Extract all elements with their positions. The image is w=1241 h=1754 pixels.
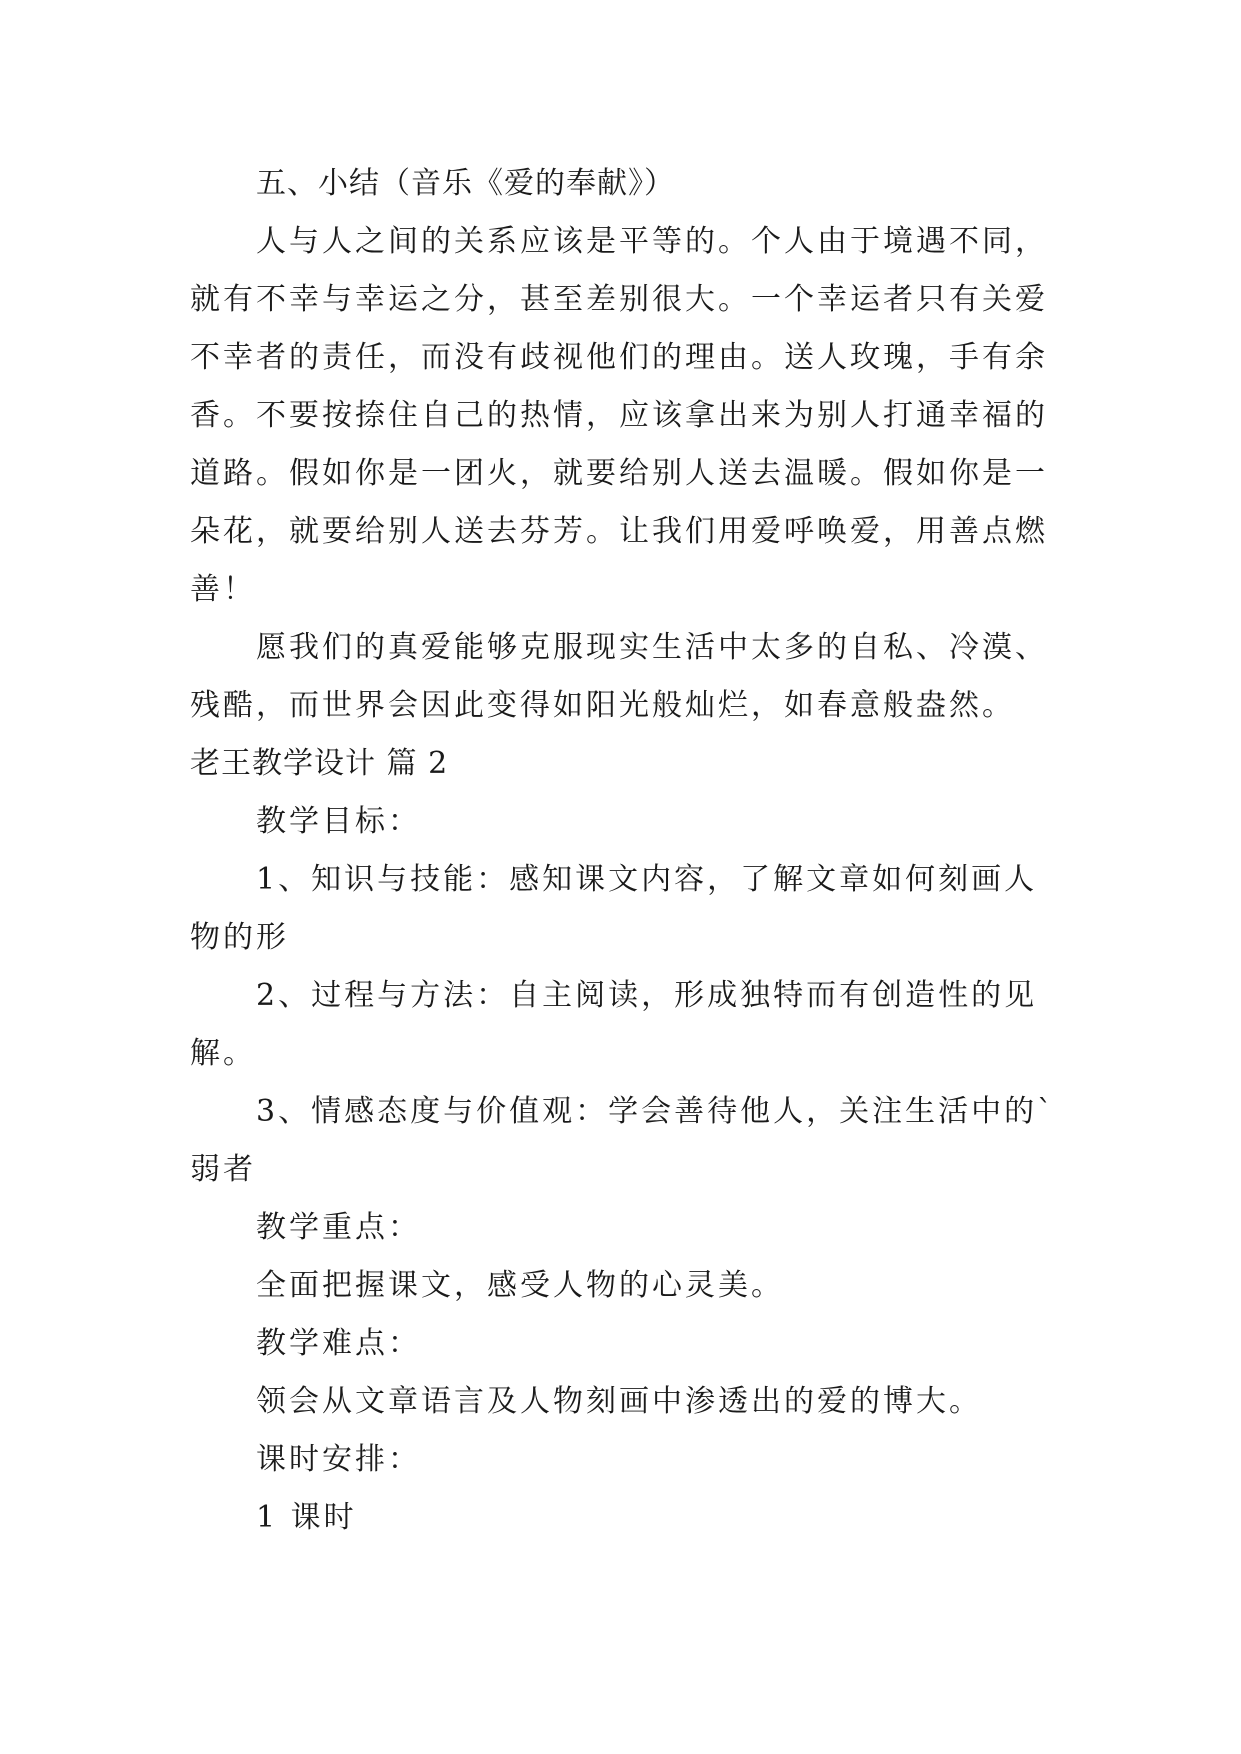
summary-paragraph-1 (190, 213, 1085, 619)
paragraph-line: 2、过程与方法：自主阅读，形成独特而有创造性的见 (256, 978, 1038, 1013)
goals-label: 教学目标： (256, 804, 421, 839)
key-point-label: 教学重点： (256, 1210, 421, 1245)
goal-item-1 (190, 851, 1085, 967)
difficulty-text: 领会从文章语言及人物刻画中渗透出的爱的博大。 (256, 1384, 982, 1419)
schedule-label: 课时安排： (256, 1442, 421, 1477)
document-body (190, 155, 1085, 1547)
section-title: 老王教学设计 篇 2 (190, 746, 449, 781)
paragraph-line: 人与人之间的关系应该是平等的。个人由于境遇不同， (256, 224, 1048, 259)
paragraph-line: 物的形 (190, 920, 289, 955)
paragraph-line: 香。不要按捺住自己的热情，应该拿出来为别人打通幸福的 (190, 398, 1048, 433)
paragraph-line: 残酷，而世界会因此变得如阳光般灿烂，如春意般盎然。 (190, 688, 1015, 723)
paragraph-line: 不幸者的责任，而没有歧视他们的理由。送人玫瑰，手有余 (190, 340, 1048, 375)
paragraph-line: 解。 (190, 1036, 256, 1071)
paragraph-line: 1、知识与技能：感知课文内容，了解文章如何刻画人 (256, 862, 1038, 897)
key-point-text: 全面把握课文，感受人物的心灵美。 (256, 1268, 784, 1303)
paragraph-line: 道路。假如你是一团火，就要给别人送去温暖。假如你是一 (190, 456, 1048, 491)
paragraph-line: 弱者 (190, 1152, 256, 1187)
paragraph-line: 就有不幸与幸运之分，甚至差别很大。一个幸运者只有关爱 (190, 282, 1048, 317)
paragraph-line: 3、情感态度与价值观：学会善待他人，关注生活中的` (256, 1094, 1056, 1129)
schedule-text: 1 课时 (256, 1500, 357, 1535)
difficulty-label: 教学难点： (256, 1326, 421, 1361)
paragraph-line: 愿我们的真爱能够克服现实生活中太多的自私、冷漠、 (256, 630, 1048, 665)
paragraph-line: 朵花，就要给别人送去芬芳。让我们用爱呼唤爱，用善点燃 (190, 514, 1048, 549)
summary-paragraph-2 (190, 619, 1085, 735)
goal-item-3 (190, 1083, 1085, 1199)
paragraph-line: 善！ (190, 572, 256, 607)
summary-heading: 五、小结（音乐《爱的奉献》） (256, 166, 675, 201)
goal-item-2 (190, 967, 1085, 1083)
